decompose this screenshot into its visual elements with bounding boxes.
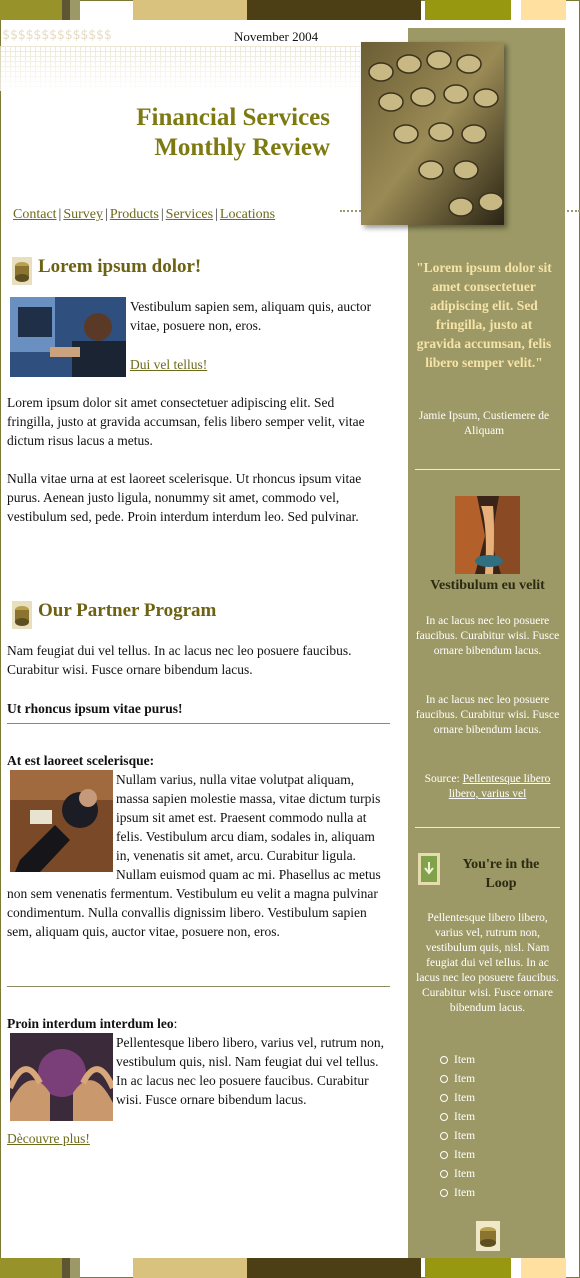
- section2-bold-3-line: Proin interdum interdum leo:: [7, 1016, 178, 1031]
- calculator-hero-image: [361, 42, 504, 225]
- newsletter-title: [60, 103, 330, 163]
- section-heading-lorem: Lorem ipsum dolor!: [38, 256, 202, 277]
- testimonial-attribution: Jamie Ipsum, Custiemere de Aliquam: [418, 410, 550, 437]
- nav-link-contact[interactable]: Contact: [13, 207, 57, 222]
- feature-heading: Vestibulum eu velit: [430, 578, 545, 593]
- coin-stack-icon: [476, 1221, 500, 1251]
- hands-globe-photo: [10, 1033, 113, 1121]
- list-item[interactable]: Item: [440, 1186, 475, 1205]
- list-item[interactable]: Item: [440, 1148, 475, 1167]
- feature-paragraph-2: In ac lacus nec leo posuere faucibus. Curabitur wisi. Fusce ornare bibendum lacus.: [415, 694, 560, 736]
- loop-heading: You're in the Loop: [462, 857, 540, 891]
- horizontal-rule: [7, 986, 390, 987]
- source-link[interactable]: Pellentesque libero libero, varius vel: [448, 773, 551, 800]
- horizontal-rule: [7, 723, 390, 724]
- source-line: [412, 772, 563, 802]
- section-heading-partner: Our Partner Program: [38, 600, 217, 621]
- list-item[interactable]: Item: [440, 1110, 475, 1129]
- nav-link-survey[interactable]: Survey: [63, 207, 104, 222]
- feature-paragraph-1: In ac lacus nec leo posuere faucibus. Curabitur wisi. Fusce ornare bibendum lacus.: [415, 615, 560, 657]
- section2-bold-3: Proin interdum interdum leo: [7, 1016, 174, 1031]
- sidebar-divider: [415, 469, 560, 470]
- bottom-color-strip: [0, 1258, 580, 1278]
- list-item[interactable]: Item: [440, 1053, 475, 1072]
- discover-more-link[interactable]: Dècouvre plus!: [7, 1131, 90, 1146]
- list-item[interactable]: Item: [440, 1072, 475, 1091]
- section2-bold-2: At est laoreet scelerisque:: [7, 753, 155, 768]
- coin-stack-icon: [12, 601, 32, 629]
- section2-paragraph-2: [7, 770, 389, 941]
- sidebar-item-list: [440, 1053, 475, 1205]
- section1-link[interactable]: Dui vel tellus!: [130, 357, 208, 372]
- list-item[interactable]: Item: [440, 1091, 475, 1110]
- section2-paragraph-2-text: Nullam varius, nulla vitae volutpat aliquam, massa sapien molestie massa, vitae dictum turpis ipsum sit amet est. Praesent commodo nulla at felis. Vestibulum arcu diam, sodales in, aliquam in, venenatis sit amet, arcu. Curabitur ligula. Nullam euismod quam ac mi. Phasellus ac metus non sem venenatis fermentum. Vestibulum eu velit a magna pulvinar condimentum. Nulla convallis dignissim libero. Vestibulum sapien sem, aliquam quis, auctor vitae, posuere non, eros.: [7, 772, 381, 939]
- businessman-photo: [10, 297, 126, 377]
- list-item[interactable]: Item: [440, 1167, 475, 1186]
- coin-stack-icon: [12, 257, 32, 285]
- list-item[interactable]: Item: [440, 1129, 475, 1148]
- sidebar-divider: [415, 827, 560, 828]
- section2-bold-1: Ut rhoncus ipsum vitae purus!: [7, 701, 183, 716]
- issue-date: November 2004: [234, 29, 319, 44]
- top-navigation: Contact | Survey | Products | Services | Locations: [13, 207, 276, 222]
- decorative-dollar-signs: $$$$$$$$$$$$$$: [2, 28, 112, 43]
- nav-link-products[interactable]: Products: [109, 207, 159, 222]
- source-label: Source:: [424, 773, 460, 785]
- section2-paragraph-1: Nam feugiat dui vel tellus. In ac lacus nec leo posuere faucibus. Curabitur wisi. Fusce ornare bibendum lacus.: [7, 643, 352, 677]
- title-line-2: Monthly Review: [154, 134, 330, 161]
- top-color-strip: [0, 0, 580, 20]
- canyon-photo: [455, 496, 520, 574]
- title-line-1: Financial Services: [136, 104, 330, 131]
- section1-intro: Vestibulum sapien sem, aliquam quis, auctor vitae, posuere non, eros.: [130, 299, 372, 333]
- loop-paragraph: Pellentesque libero libero, varius vel, rutrum non, vestibulum quis, nisl. Nam feugiat dui vel tellus. In ac lacus nec leo posuere faucibus. Curabitur wisi. Fusce ornare bibendum lacus.: [416, 912, 559, 1014]
- nav-link-services[interactable]: Services: [165, 207, 214, 222]
- decorative-grid: [0, 46, 360, 91]
- nav-link-locations[interactable]: Locations: [219, 207, 276, 222]
- section2-paragraph-3-text: Pellentesque libero libero, varius vel, rutrum non, vestibulum quis, nisl. Nam feugiat dui vel tellus. In ac lacus nec leo posuere faucibus. Curabitur wisi. Fusce ornare bibendum lacus.: [116, 1035, 385, 1107]
- section1-paragraph-1: Lorem ipsum dolor sit amet consectetuer adipiscing elit. Sed fringilla, justo at gravida accumsan, felis libero semper velit, vitae dictum risus lacus a metus.: [7, 395, 365, 448]
- section1-paragraph-2: Nulla vitae urna at est laoreet scelerisque. Ut rhoncus ipsum vitae purus. Aenean justo ligula, nonummy sit amet, commodo vel, vestibulum sed, pede. Proin interdum interdum leo. Sed pulvinar.: [7, 471, 362, 524]
- testimonial-quote: "Lorem ipsum dolor sit amet consectetuer adipiscing elit. Sed fringilla, justo at gravida accumsan, felis libero semper velit.": [416, 260, 552, 370]
- download-icon: [418, 853, 440, 885]
